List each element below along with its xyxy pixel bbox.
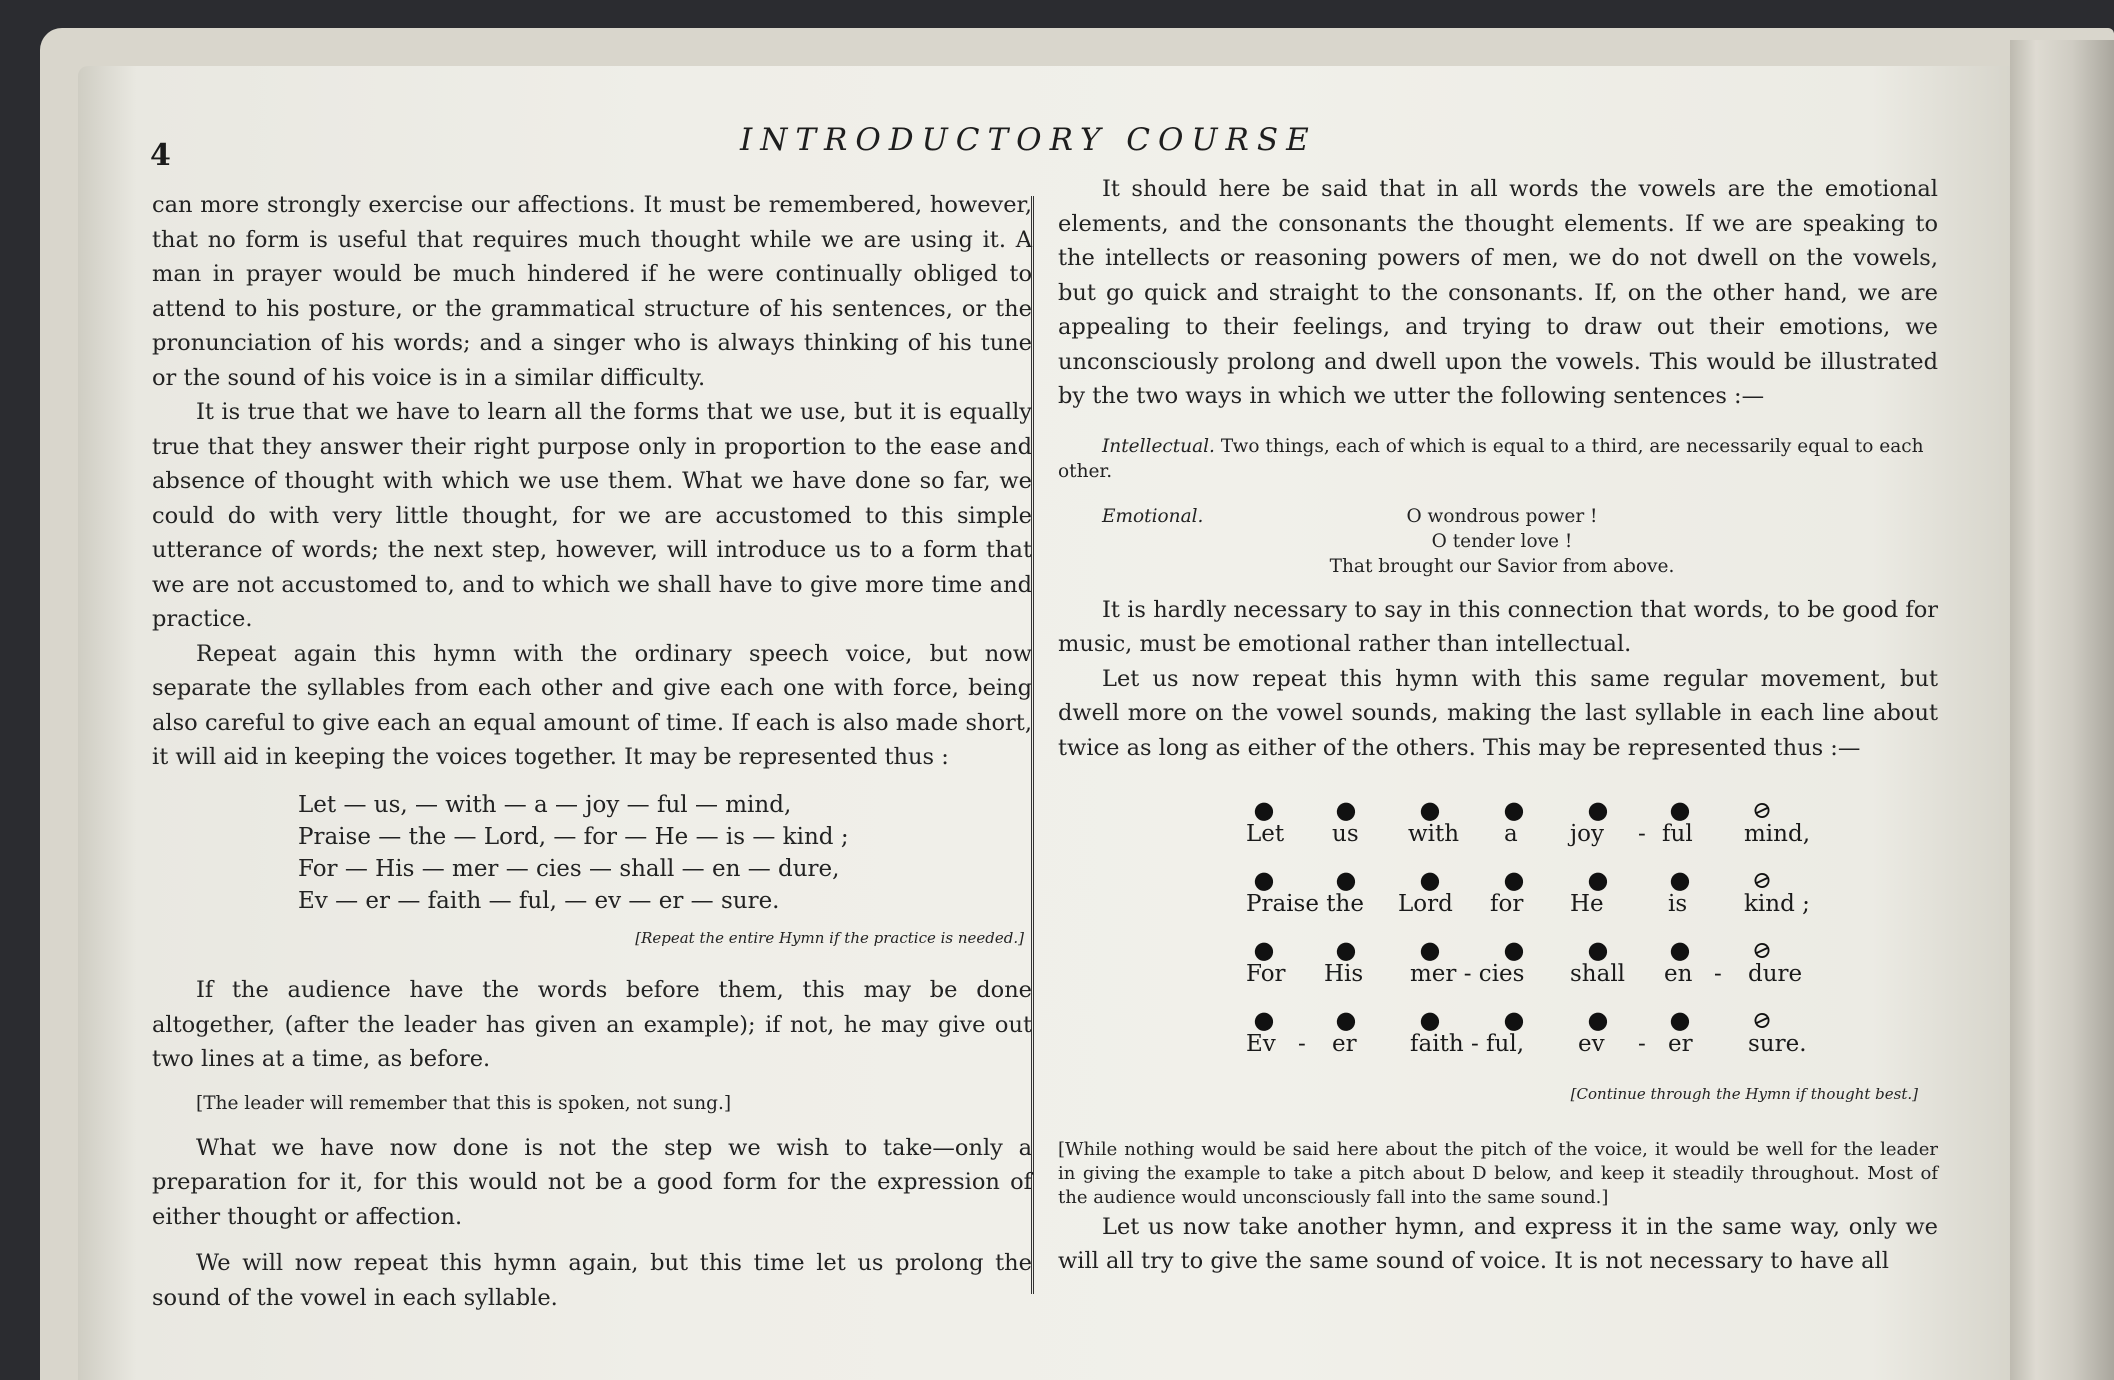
quarter-note-icon: ● (1331, 863, 1362, 897)
example-line: O wondrous power ! (1406, 505, 1598, 527)
left-column (152, 188, 1032, 1315)
left-paragraph-2: It is true that we have to learn all the forms that we use, but it is equally true that they answer their right purpose only in proportion to the ease and absence of thought with which we use them. What we have done so far, we could do with very little thought, for we are accustomed to this simple utterance of words; the next step, however, will introduce us to a form that we are not accustomed to, and to which we shall have to give more time and practice. (152, 399, 1032, 632)
syllable: His (1324, 961, 1364, 987)
syllable: for (1490, 891, 1524, 917)
syllable: en (1664, 961, 1693, 987)
notation-line (1058, 791, 1938, 861)
left-paragraph-6: What we have now done is not the step we wish to take—only a preparation for it, for this would not be a good form for the expression of either thought or affection. (152, 1134, 1032, 1230)
syllable: sure. (1748, 1031, 1807, 1057)
page-edge (2010, 40, 2114, 1380)
syllable: - (1638, 1031, 1646, 1057)
repeat-note: [Repeat the entire Hymn if the practice is needed.] (635, 928, 1024, 947)
half-note-icon: ⊘ (1747, 793, 1777, 827)
quarter-note-icon: ● (1499, 863, 1530, 897)
quarter-note-icon: ● (1665, 863, 1696, 897)
syllable: shall (1570, 961, 1626, 987)
left-paragraph-7: We will now repeat this hymn again, but this time let us prolong the sound of the vowel in each syllable. (152, 1250, 1032, 1311)
hymn-verse (298, 789, 1032, 917)
syllable: - (1714, 961, 1722, 987)
syllable: with (1408, 821, 1460, 847)
rhythm-notation (1058, 791, 1938, 1071)
pitch-note: [While nothing would be said here about the pitch of the voice, it would be well for the leader in giving the example to take a pitch about D below, and keep it steadily throughout. Most of the audience would unconsciously fall into the same sound.] (1058, 1138, 1938, 1208)
notation-line (1058, 861, 1938, 931)
quarter-note-icon: ● (1583, 793, 1614, 827)
verse-line: Praise — the — Lord, — for — He — is — kind ; (298, 823, 849, 850)
right-paragraph-4: Let us now take another hymn, and express it in the same way, only we will all try to give the same sound of voice. It is not necessary to have all (1058, 1213, 1938, 1274)
syllable: Lord (1398, 891, 1453, 917)
quarter-note-icon: ● (1499, 793, 1530, 827)
syllable: Ev (1246, 1031, 1276, 1057)
quarter-note-icon: ● (1415, 863, 1446, 897)
quarter-note-icon: ● (1249, 793, 1280, 827)
quarter-note-icon: ● (1665, 1003, 1696, 1037)
quarter-note-icon: ● (1249, 1003, 1280, 1037)
syllable: ful (1662, 821, 1693, 847)
syllable: He (1570, 891, 1604, 917)
syllable: us (1332, 821, 1359, 847)
syllable: er (1668, 1031, 1693, 1057)
quarter-note-icon: ● (1249, 933, 1280, 967)
intellectual-example (1058, 434, 1938, 484)
quarter-note-icon: ● (1665, 933, 1696, 967)
syllable: dure (1748, 961, 1803, 987)
quarter-note-icon: ● (1331, 1003, 1362, 1037)
syllable: For (1246, 961, 1286, 987)
example-line: O tender love ! (1431, 530, 1573, 552)
syllable: joy (1570, 821, 1604, 847)
syllable: Praise the (1246, 891, 1364, 917)
syllable: kind ; (1744, 891, 1810, 917)
right-paragraph-2: It is hardly necessary to say in this connection that words, to be good for music, must be emotional rather than intellectual. (1058, 596, 1938, 657)
verse-line: Let — us, — with — a — joy — ful — mind, (298, 791, 792, 818)
syllable: - (1638, 821, 1646, 847)
quarter-note-icon: ● (1499, 1003, 1530, 1037)
syllable: er (1332, 1031, 1357, 1057)
syllable: mind, (1744, 821, 1811, 847)
quarter-note-icon: ● (1415, 1003, 1446, 1037)
quarter-note-icon: ● (1249, 863, 1280, 897)
quarter-note-icon: ● (1583, 933, 1614, 967)
syllable: Let (1246, 821, 1285, 847)
emotional-example (1058, 504, 1938, 579)
syllable: faith - ful, (1410, 1031, 1525, 1057)
left-paragraph-4: If the audience have the words before them, this may be done altogether, (after the leader has given an example); if not, he may give out two lines at a time, as before. (152, 977, 1032, 1072)
left-paragraph-1: can more strongly exercise our affections. It must be remembered, however, that no form is useful that requires much thought while we are using it. A man in prayer would be much hindered if he were continually obliged to attend to his posture, or the grammatical structure of his sentences, or the pronunciation of his words; and a singer who is always thinking of his tune or the sound of his voice is in a similar difficulty. (152, 192, 1032, 391)
example-text: Two things, each of which is equal to a third, are necessarily equal to each other. (1058, 435, 1924, 482)
right-paragraph-1: It should here be said that in all words the vowels are the emotional elements, and the consonants the thought elements. If we are speaking to the intellects or reasoning powers of men, we do not dwell on the vowels, but go quick and straight to the consonants. If, on the other hand, we are appealing to their feelings, and trying to draw out their emotions, we unconsciously prolong and dwell upon the vowels. This would be illustrated by the two ways in which we utter the following sentences :— (1058, 176, 1938, 409)
right-paragraph-3: Let us now repeat this hymn with this same regular movement, but dwell more on the vowel sounds, making the last syllable in each line about twice as long as either of the others. This may be represented thus :— (1058, 665, 1938, 761)
left-paragraph-3: Repeat again this hymn with the ordinary speech voice, but now separate the syllables from each other and give each one with force, being also careful to give each an equal amount of time. If each is also made short, it will aid in keeping the voices together. It may be represented thus : (152, 640, 1032, 770)
quarter-note-icon: ● (1331, 793, 1362, 827)
quarter-note-icon: ● (1415, 933, 1446, 967)
quarter-note-icon: ● (1583, 863, 1614, 897)
quarter-note-icon: ● (1583, 1003, 1614, 1037)
syllable: a (1504, 821, 1518, 847)
example-line: That brought our Savior from above. (1329, 555, 1675, 577)
quarter-note-icon: ● (1499, 933, 1530, 967)
quarter-note-icon: ● (1415, 793, 1446, 827)
left-paragraph-5: [The leader will remember that this is spoken, not sung.] (196, 1092, 732, 1114)
example-label: Emotional. (1102, 505, 1204, 527)
quarter-note-icon: ● (1331, 933, 1362, 967)
notation-line (1058, 931, 1938, 1001)
right-column (1058, 172, 1938, 1279)
example-label: Intellectual. (1102, 435, 1215, 457)
quarter-note-icon: ● (1665, 793, 1696, 827)
running-head: INTRODUCTORY COURSE (740, 122, 1317, 158)
page-number: 4 (150, 138, 171, 173)
syllable: ev (1578, 1031, 1605, 1057)
half-note-icon: ⊘ (1747, 933, 1777, 967)
verse-line: For — His — mer — cies — shall — en — dure, (298, 855, 840, 882)
notation-line (1058, 1001, 1938, 1071)
syllable: is (1668, 891, 1688, 917)
syllable: mer - cies (1410, 961, 1525, 987)
half-note-icon: ⊘ (1747, 1003, 1777, 1037)
syllable: - (1298, 1031, 1306, 1057)
verse-line: Ev — er — faith — ful, — ev — er — sure. (298, 887, 780, 914)
half-note-icon: ⊘ (1747, 863, 1777, 897)
continue-note: [Continue through the Hymn if thought best.] (1570, 1085, 1918, 1103)
